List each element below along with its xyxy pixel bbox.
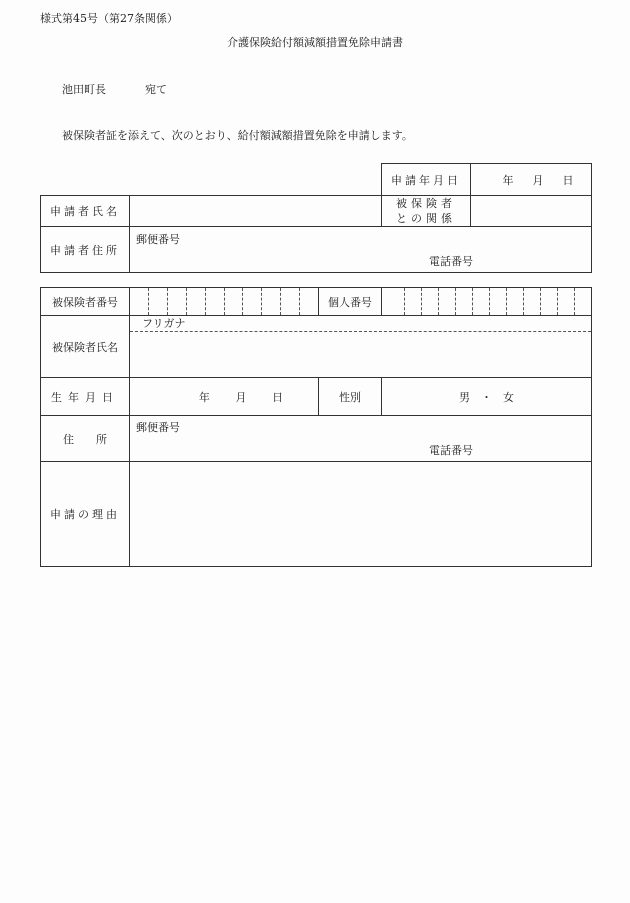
applicant-name-label: 申請者氏名	[41, 196, 130, 227]
birth-date-field[interactable]	[130, 378, 319, 416]
applicant-name-field[interactable]	[130, 196, 382, 227]
applicant-postal-label: 郵便番号	[136, 233, 180, 246]
furigana-label: フリガナ	[142, 317, 186, 330]
birth-date-label: 生年月日	[41, 378, 130, 416]
date-day: 日	[562, 173, 574, 187]
applicant-table	[40, 163, 592, 273]
birth-year: 年	[198, 390, 210, 404]
addressee-honorific: 宛て	[145, 83, 167, 96]
applicant-phone-label: 電話番号	[429, 255, 473, 268]
addressee-mayor: 池田町長	[62, 83, 106, 96]
relation-field[interactable]	[471, 196, 592, 227]
reason-label: 申請の理由	[41, 462, 130, 567]
insured-name-label: 被保険者氏名	[41, 316, 130, 378]
blank-corner	[41, 164, 382, 196]
application-statement: 被保険者証を添えて、次のとおり、給付額減額措置免除を申請します。	[62, 129, 413, 142]
furigana-row[interactable]	[130, 316, 591, 332]
insured-phone-label: 電話番号	[429, 444, 473, 457]
relation-label-line2: との関係	[396, 212, 456, 225]
insured-number-boxes[interactable]	[130, 288, 319, 316]
date-month: 月	[532, 173, 544, 187]
relation-label-line1: 被保険者	[396, 197, 456, 210]
applicant-address-field[interactable]	[130, 227, 592, 273]
personal-number-label: 個人番号	[319, 288, 382, 316]
insured-address-field[interactable]	[130, 416, 592, 462]
form-title: 介護保険給付額減額措置免除申請書	[227, 36, 403, 49]
relation-label	[382, 196, 471, 227]
insured-table	[40, 287, 592, 567]
insured-name-field[interactable]	[130, 316, 592, 378]
date-year: 年	[502, 173, 514, 187]
application-date-label: 申請年月日	[382, 164, 471, 196]
insured-postal-label: 郵便番号	[136, 421, 180, 434]
birth-month: 月	[235, 390, 247, 404]
birth-day: 日	[272, 390, 284, 404]
sex-options[interactable]: 男 ・ 女	[382, 378, 592, 416]
insured-address-label: 住 所	[41, 416, 130, 462]
form-number: 様式第45号（第27条関係）	[40, 12, 178, 25]
insured-number-label: 被保険者番号	[41, 288, 130, 316]
sex-label: 性別	[319, 378, 382, 416]
application-date-field[interactable]	[471, 164, 592, 196]
personal-number-boxes[interactable]	[382, 288, 592, 316]
applicant-address-label: 申請者住所	[41, 227, 130, 273]
reason-field[interactable]	[130, 462, 592, 567]
